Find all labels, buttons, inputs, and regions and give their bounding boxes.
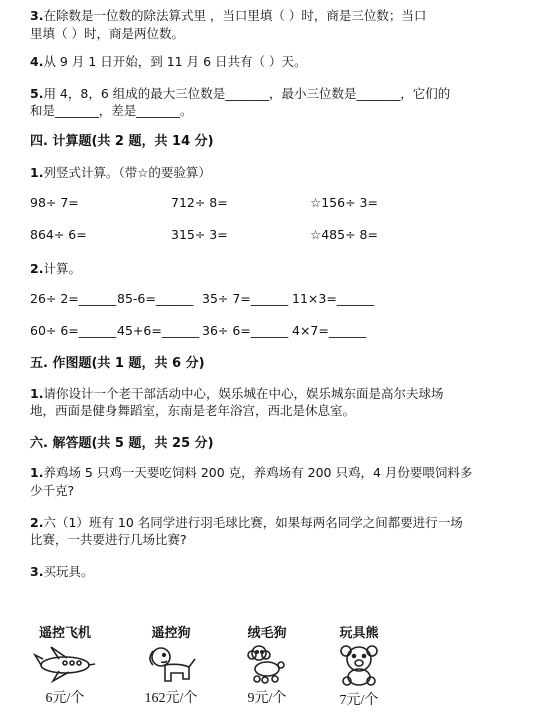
calc2-r2-c1: 60÷ 6=______ <box>30 323 117 338</box>
poodle-icon <box>239 643 295 685</box>
calc1-title <box>30 163 211 181</box>
ans1-line1 <box>30 463 472 481</box>
calc1-number: 1. <box>30 165 44 180</box>
calc2-r1-c2: 85-6=______ <box>117 291 194 306</box>
calc2-text: 计算。 <box>43 261 81 276</box>
ans2-number: 2. <box>30 515 44 530</box>
q5-number: 5. <box>30 86 44 101</box>
ans2-text-1: 六（1）班有 10 名同学进行羽毛球比赛，如果每两名同学之间都要进行一场 <box>43 515 463 530</box>
calc2-r1-c3: 35÷ 7=______ <box>202 291 289 306</box>
section-4-title: 四. 计算题(共 2 题，共 14 分) <box>30 134 214 149</box>
toy-name: 绒毛狗 <box>247 625 287 640</box>
plane-icon <box>33 643 97 685</box>
calc1-r1-c1: 98÷ 7= <box>30 195 79 210</box>
ans3-text: 买玩具。 <box>43 564 94 579</box>
q4-number: 4. <box>30 54 44 69</box>
draw1-number: 1. <box>30 386 44 401</box>
toy-name: 遥控飞机 <box>38 625 91 640</box>
q3-line2: 里填（ ）时，商是两位数。 <box>30 26 184 41</box>
q3-number: 3. <box>30 8 44 23</box>
calc2-r2-c3: 36÷ 6=______ <box>202 323 289 338</box>
q5-line1 <box>30 84 450 102</box>
draw1-text-1: 请你设计一个老干部活动中心，娱乐城在中心，娱乐城东面是高尔夫球场 <box>43 386 444 401</box>
toy-dog <box>126 622 216 707</box>
draw1-line2: 地，西面是健身舞蹈室，东南是老年浴宫，西北是休息室。 <box>30 403 356 418</box>
ans3-number: 3. <box>30 564 44 579</box>
ans1-text-1: 养鸡场 5 只鸡一天要吃饲料 200 克，养鸡场有 200 只鸡，4 月份要喂饲料多 <box>43 465 473 480</box>
toy-price: 7元/个 <box>339 693 379 708</box>
calc1-text: 列竖式计算。（带☆的要验算） <box>43 165 211 180</box>
calc2-r1-c4: 11×3=______ <box>292 291 375 306</box>
toy-name: 玩具熊 <box>339 625 379 640</box>
bear-icon <box>335 643 383 687</box>
calc1-r2-c2: 315÷ 3= <box>171 227 228 242</box>
ans3 <box>30 562 93 580</box>
calc1-r1-c2: 712÷ 8= <box>171 195 228 210</box>
toy-plane <box>20 622 110 707</box>
calc2-number: 2. <box>30 261 44 276</box>
q4 <box>30 52 306 70</box>
calc2-title <box>30 259 81 277</box>
draw1-line1 <box>30 384 443 402</box>
calc2-r2-c2: 45+6=______ <box>117 323 200 338</box>
ans2-line1 <box>30 513 463 531</box>
q5-line2: 和是_______，差是_______。 <box>30 103 193 118</box>
calc1-r2-c1: 864÷ 6= <box>30 227 87 242</box>
q4-text: 从 9 月 1 日开始，到 11 月 6 日共有（ ）天。 <box>43 54 307 69</box>
ans1-line2: 少千克? <box>30 483 75 498</box>
section-6-title: 六. 解答题(共 5 题，共 25 分) <box>30 436 214 451</box>
toy-name: 遥控狗 <box>151 625 191 640</box>
dog-icon <box>143 643 199 685</box>
section-5-title: 五. 作图题(共 1 题，共 6 分) <box>30 356 205 371</box>
toy-bear <box>314 622 404 709</box>
calc1-r1-c3: ☆156÷ 3= <box>310 195 378 210</box>
calc2-r1-c1: 26÷ 2=______ <box>30 291 117 306</box>
toy-price: 9元/个 <box>247 691 287 706</box>
toy-price: 6元/个 <box>45 691 85 706</box>
ans2-line2: 比赛，一共要进行几场比赛? <box>30 532 187 547</box>
ans1-number: 1. <box>30 465 44 480</box>
q5-text-1: 用 4，8，6 组成的最大三位数是_______，最小三位数是_______，它们的 <box>43 86 451 101</box>
calc1-r2-c3: ☆485÷ 8= <box>310 227 378 242</box>
calc2-r2-c4: 4×7=______ <box>292 323 367 338</box>
q3-line1 <box>30 6 426 24</box>
toy-poodle <box>222 622 312 707</box>
q3-text-1: 在除数是一位数的除法算式里 ，当口里填（ ）时，商是三位数；当口 <box>43 8 427 23</box>
toy-price: 162元/个 <box>144 691 198 706</box>
